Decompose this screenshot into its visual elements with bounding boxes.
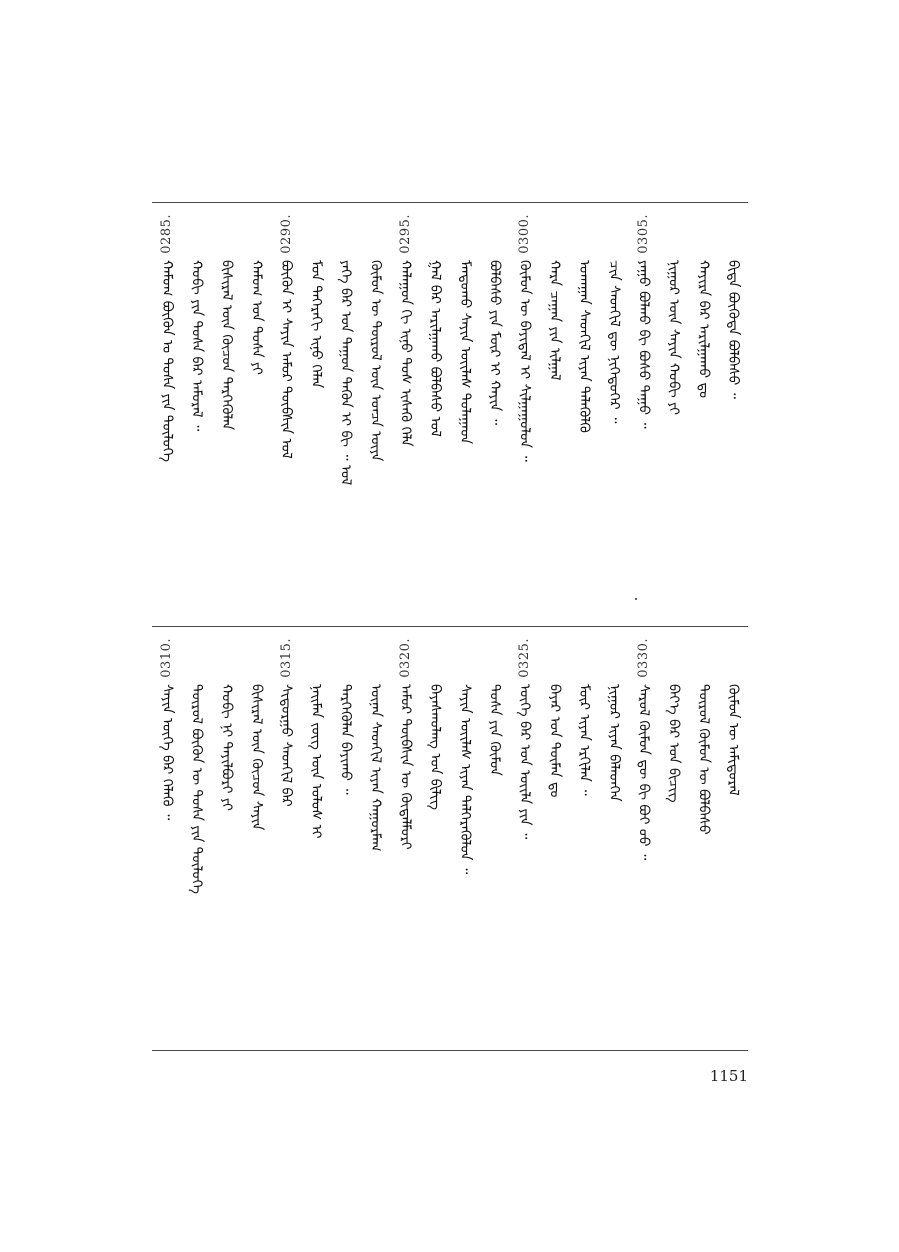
verse-text: ᠰᠠᠶᠢᠨ ᠦᠢᠯᠡᠰ ᠢᠶᠡᠨ ᠳᠡᠯᠭᠡᠷᠡᠭᠦᠯᠦᠨ ᠃ xyxy=(456,684,473,875)
verse-text: ᠪᠡᠶ᠎ᠡ ᠪᠠᠷ ᠤᠨ ᠪᠢᠴᠢᠭ xyxy=(665,684,682,803)
verse-line xyxy=(665,214,683,614)
verse-line xyxy=(218,214,236,614)
line-number: 0295. xyxy=(397,214,413,254)
verse-text: ᠲᠥᠷᠥᠯ ᠬᠦᠮᠦᠨ ᠦ ᠪᠣᠯᠪᠠᠰᠤ xyxy=(695,684,712,835)
verse-line xyxy=(486,214,504,614)
verse-text: ᠮᠠᠨᠳᠤᠬᠤ ᠰᠠᠶᠢᠨ ᠦᠢᠯᠡᠰ ᠲᠤᠯᠠᠭᠠᠳ xyxy=(456,260,473,445)
line-number: 0320. xyxy=(397,638,413,678)
verse-line xyxy=(337,214,355,614)
verse-text: ᠶᠡᠬᠡ ᠪᠠᠷ ᠤᠨ ᠳᠠᠭᠤᠨ ᠲᠡᠭᠦᠨ ᠢ ᠪᠢ ᠃ ᠤᠯ xyxy=(337,260,354,486)
verse-line xyxy=(575,214,593,614)
verse-text: ᠨᠢᠭᠤᠷ ᠦᠨ ᠰᠠᠶᠢᠨ ᠬᠤᠪᠢ ᠶᠢ xyxy=(665,260,682,416)
verse-text: ᠪᠠᠶᠠᠰᠬᠤᠯᠠᠩ ᠤᠨ ᠪᠢᠯᠢᠭ xyxy=(427,684,444,810)
verse-text: ᠴᠢᠨ ᠰᠡᠳᠬᠢᠯ ᠳᠦ ᠨᠢᠭᠡᠳᠦᠭᠡᠷ ᠃ xyxy=(605,260,622,424)
verse-line xyxy=(486,638,504,1038)
verse-text: ᠦᠭᠡ ᠪᠠᠷ ᠤᠨ ᠦᠢᠯᠡ ᠶᠢᠨ ᠃ xyxy=(516,684,533,840)
verse-text: ᠬᠠᠶᠢᠷᠠ ᠪᠠᠷ ᠠᠷᠢᠯᠭᠠᠬᠤ ᠳᠤ xyxy=(695,260,712,399)
verse-line xyxy=(456,638,474,1038)
verse-line xyxy=(694,214,712,614)
verse-line xyxy=(307,638,325,1038)
verse-text: ᠠᠮᠤᠷ ᠲᠦᠪᠰᠢᠨ ᠦ ᠬᠦᠳᠡᠯᠮᠦᠷᠢ xyxy=(397,684,414,850)
verse-text: ᠬᠠᠮᠤᠭ ᠤᠨ ᠲᠤᠰᠠ ᠶᠢ xyxy=(248,260,265,375)
verse-line xyxy=(635,214,653,614)
verse-line xyxy=(158,214,176,614)
verse-text: ᠪᠢᠰᠢᠷᠡᠯ ᠦᠨ ᠬᠦᠴᠦᠨ ᠰᠠᠶᠢᠨ xyxy=(248,684,265,831)
verse-text: ᠰᠠᠶᠢᠨ ᠦᠭᠡ ᠪᠠᠷ ᠬᠡᠯᠡᠬᠦ ᠃ xyxy=(158,684,175,821)
verse-line xyxy=(575,638,593,1038)
verse-line xyxy=(277,638,295,1038)
verse-line xyxy=(426,214,444,614)
verse-text: ᠶᠠᠭᠤ ᠪᠣᠯᠬᠤ ᠪᠢ ᠪᠤᠰᠤ ᠳᠠᠭᠤ ᠃ xyxy=(635,260,652,429)
verse-line xyxy=(545,638,563,1038)
verse-text: ᠰᠢᠳᠤᠷᠭᠤ ᠰᠡᠳᠬᠢᠯ ᠪᠠᠷ xyxy=(278,684,295,807)
verse-text: ᠪᠣᠯᠪᠠᠰᠤ ᠶᠢᠨ ᠮᠥᠷ ᠢ ᠬᠠᠶᠢᠨ ᠃ xyxy=(486,260,503,425)
verse-line xyxy=(694,638,712,1038)
verse-text: ᠪᠢᠰᠢᠷᠡᠯ ᠦᠨ ᠬᠦᠴᠦᠨ ᠲᠡᠷᠭᠡᠭᠦᠯᠡᠨ xyxy=(218,260,235,431)
line-number: 0310. xyxy=(159,638,175,678)
verse-line xyxy=(337,638,355,1038)
verse-text: ᠨᠢᠭᠤᠷ ᠢᠶᠡᠨ ᠪᠡᠯᠡᠳᠬᠡᠨ xyxy=(605,684,622,802)
verse-line xyxy=(158,638,176,1038)
line-number: 0330. xyxy=(636,638,652,678)
middle-rule xyxy=(152,626,748,627)
line-number: 0290. xyxy=(278,214,294,254)
verse-line xyxy=(188,214,206,614)
verse-text: ᠮᠤᠨ ᠳᠡᠭᠡᠷᠡᠬᠢ ᠢᠨᠦ ᠬᠡᠯᠡᠨ xyxy=(307,260,324,389)
verse-text: ᠪᠠᠶᠠᠷ ᠤᠨ ᠲᠦᠮᠡᠨ ᠳᠤ xyxy=(546,684,563,798)
verse-text: ᠬᠦᠮᠦᠨ ᠦ ᠪᠠᠶᠢᠳᠠᠯ ᠢ ᠰᠢᠯᠭᠠᠭᠤᠯᠤᠨ ᠃ xyxy=(516,260,533,462)
verse-text: ᠲᠡᠷᠭᠡᠭᠦᠯᠡᠨ ᠪᠠᠶᠢᠬᠤ ᠃ xyxy=(337,684,354,795)
line-number: 0315. xyxy=(278,638,294,678)
verse-line xyxy=(724,638,742,1038)
verse-line xyxy=(367,214,385,614)
verse-text: ᠬᠠᠮᠤᠭ ᠪᠦᠬᠦᠨ ᠤ ᠲᠤᠰᠠ ᠶᠢᠨ ᠲᠥᠯᠥᠭᠡ xyxy=(158,260,175,463)
verse-line xyxy=(426,638,444,1038)
verse-text: ᠭᠠᠯ ᠪᠠᠷ ᠠᠷᠢᠯᠭᠠᠬᠤ ᠪᠣᠯᠪᠠᠰᠤ ᠣᠯ xyxy=(427,260,444,437)
verse-text: ᠬᠤᠪᠢ ᠶᠢᠨ ᠲᠤᠰᠠ ᠪᠠᠷ ᠠᠮᠤᠷᠠᠯ ᠃ xyxy=(188,260,205,432)
line-number: 0305. xyxy=(636,214,652,254)
verse-block-lower xyxy=(152,638,748,1038)
verse-line xyxy=(516,214,534,614)
verse-line xyxy=(396,638,414,1038)
verse-line xyxy=(605,638,623,1038)
verse-line xyxy=(277,214,295,614)
verse-line xyxy=(456,214,474,614)
verse-line xyxy=(247,638,265,1038)
verse-text: ᠰᠠᠷᠤᠯ ᠬᠦᠮᠦᠨ ᠳᠦ ᠪᠢ ᠪᠤᠢ ᠤᠤ ᠃ xyxy=(635,684,652,861)
top-rule xyxy=(152,202,748,203)
verse-line xyxy=(247,214,265,614)
verse-text: ᠨᠠᠢᠮᠠᠨ ᠵᠦᠭ ᠦᠨ ᠤᠯᠤᠰ ᠢ xyxy=(307,684,324,839)
verse-text: ᠤᠬᠠᠭᠠᠨ ᠰᠡᠳᠬᠢᠯ ᠢᠶᠡᠨ ᠲᠡᠯᠡᠭᠦᠯᠬᠦ xyxy=(576,260,593,433)
verse-text: ᠬᠦᠮᠦᠨ ᠦ ᠲᠥᠷᠥᠯ ᠦᠨ ᠣᠨᠴᠠ ᠦᠶᠡ xyxy=(367,260,384,462)
verse-text: ᠬᠠᠷᠠ ᠴᠠᠭᠠᠨ ᠶᠢᠨ ᠢᠯᠭᠠᠯ xyxy=(546,260,563,381)
line-number: 0325. xyxy=(517,638,532,678)
verse-text: ᠲᠥᠷᠥᠯ ᠪᠦᠬᠦᠨ ᠦ ᠲᠤᠰᠠ ᠶᠢᠨ ᠲᠥᠯᠥᠭᠡ xyxy=(188,684,205,894)
verse-text: ᠬᠤᠪᠢ ᠨᠢ ᠲᠠᠶᠢᠯᠪᠤᠷᠢ ᠶᠢ xyxy=(218,684,235,811)
verse-text: ᠪᠦᠬᠦᠨ ᠢ ᠰᠠᠶᠢᠨ ᠠᠮᠤᠷ ᠲᠥᠪᠰᠢᠨ ᠣᠯ xyxy=(278,260,295,459)
verse-line xyxy=(218,638,236,1038)
verse-line xyxy=(307,214,325,614)
verse-text: ᠦᠨᠡᠨ ᠰᠡᠳᠬᠢᠯ ᠢᠶᠡᠨ ᠬᠠᠭᠤᠷᠮᠠᠭ xyxy=(367,684,384,852)
verse-line xyxy=(635,638,653,1038)
bottom-rule xyxy=(152,1050,748,1051)
verse-line xyxy=(367,638,385,1038)
line-number: 0300. xyxy=(517,214,532,254)
verse-text: ᠪᠢᠳᠡ ᠪᠦᠬᠦᠳᠡ ᠪᠣᠯᠪᠠᠰᠤ ᠃ xyxy=(725,260,742,399)
verse-line xyxy=(665,638,683,1038)
verse-line xyxy=(396,214,414,614)
line-number: 0285. xyxy=(159,214,175,254)
verse-text: ᠲᠤᠰᠠ ᠶᠢᠨ ᠬᠦᠮᠦᠨ xyxy=(486,684,503,776)
verse-line xyxy=(605,214,623,614)
verse-text: ᠬᠦᠮᠦᠨ ᠦ ᠠᠮᠢᠳᠤᠷᠠᠯ xyxy=(725,684,742,796)
verse-block-upper xyxy=(152,214,748,614)
verse-line xyxy=(724,214,742,614)
verse-line xyxy=(545,214,563,614)
verse-text: ᠬᠠᠯᠠᠭᠤᠨ ᠬᠢ ᠢᠨᠦ ᠳᠤᠰ ᠢᠰᠡᠬᠦ ᠬᠡᠯᠡ xyxy=(397,260,414,447)
page-number: 1151 xyxy=(709,1067,748,1085)
verse-line xyxy=(188,638,206,1038)
verse-text: ᠮᠥᠷ ᠢᠶᠡᠨ ᠡᠷᠬᠢᠯᠡᠨ ᠃ xyxy=(576,684,593,796)
verse-line xyxy=(516,638,534,1038)
